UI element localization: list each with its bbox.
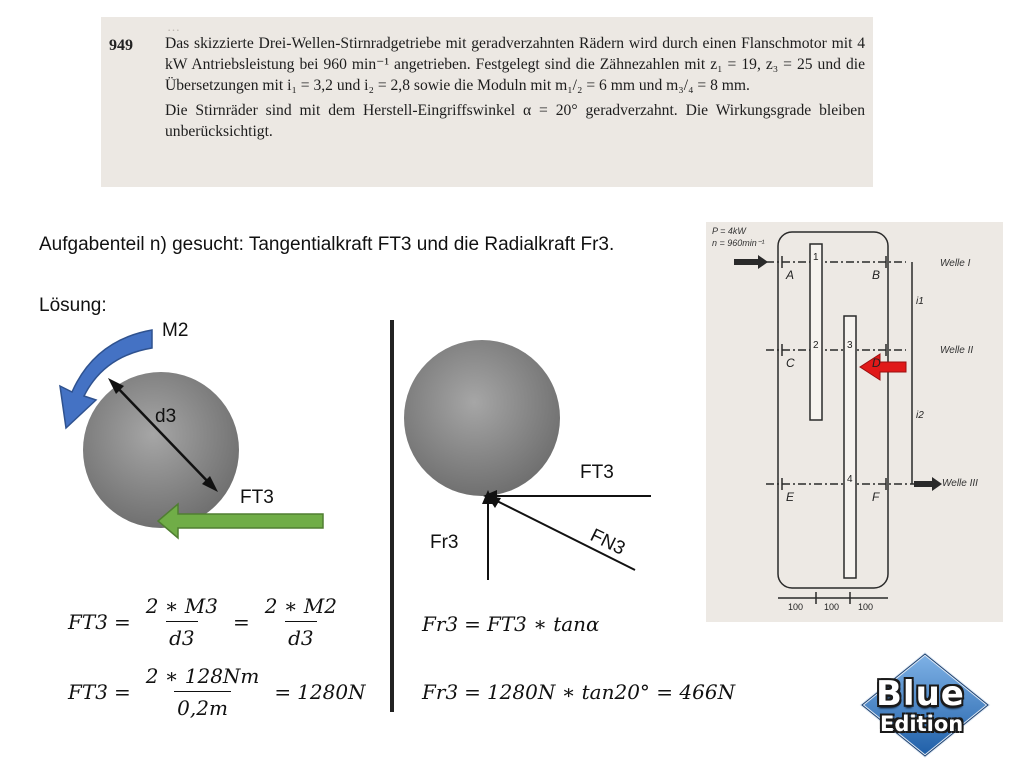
left-gear-sketch: [0, 0, 400, 560]
moment-label: M2: [162, 320, 189, 341]
bearing-b-label: B: [872, 268, 881, 282]
diameter-label: d3: [155, 406, 177, 427]
bearing-c-label: C: [786, 356, 795, 370]
formula-ft3-definition: [68, 594, 346, 650]
scan-bleed-text: …: [167, 19, 180, 34]
fr3-def-lhs: Fr3: [422, 612, 459, 636]
ft3-def-fraction-1: [143, 594, 221, 650]
right-tangential-label: FT3: [580, 462, 614, 483]
formula-fr3-definition: [422, 612, 600, 636]
gearbox-schematic: [706, 222, 1003, 622]
gearbox-schematic-drawing: [706, 222, 1003, 622]
gear-1-2-body: [810, 244, 822, 420]
formula-fr3-calculation: [422, 680, 735, 704]
task-description: Aufgabenteil n) gesucht: Tangentialkraft FT3 und die Radialkraft Fr3.: [39, 234, 615, 255]
vertical-divider: [390, 320, 394, 712]
gear-2-label: 2: [813, 340, 819, 351]
left-force-label: FT3: [240, 487, 274, 508]
equals-sign: =: [113, 610, 131, 634]
gear-1-label: 1: [813, 252, 819, 263]
bearing-d-label: D: [872, 356, 881, 370]
shaft-3-label: Welle III: [942, 478, 978, 489]
ft3-def-num-2: 2 ∗ M2: [264, 594, 337, 618]
gear-3-4-body: [844, 316, 856, 578]
ft3-calc-den: 0,2m: [174, 691, 231, 720]
ratio-1-label: i1: [916, 296, 924, 307]
ft3-calc-fraction: [143, 664, 263, 720]
ft3-def-den-2: d3: [285, 621, 317, 650]
equals-sign: =: [274, 680, 292, 704]
housing-outline: [778, 232, 888, 588]
ft3-def-num-1: 2 ∗ M3: [145, 594, 218, 618]
input-arrow: [734, 255, 768, 269]
gear-3-label: 3: [847, 340, 853, 351]
solution-label: Lösung:: [39, 295, 107, 316]
problem-paragraph-2: Die Stirnräder sind mit dem Herstell-Eingriffswinkel α = 20° geradverzahnt. Die Wirkungsgrade bleiben unberücksichtigt.: [165, 102, 865, 140]
fr3-calc-lhs: Fr3: [422, 680, 459, 704]
speed-label: n = 960min⁻¹: [712, 238, 765, 248]
right-radial-label: Fr3: [430, 532, 459, 553]
logo-line-2: Edition: [880, 712, 964, 736]
bearing-e-label: E: [786, 490, 795, 504]
ft3-def-den-1: d3: [166, 621, 198, 650]
ft3-calc-num: 2 ∗ 128Nm: [145, 664, 260, 688]
ft3-calc-lhs: FT3: [68, 680, 108, 704]
output-arrow: [914, 477, 942, 491]
dim-1-label: 100: [788, 602, 804, 612]
ft3-calc-result: 1280N: [297, 680, 366, 704]
logo-line-1: Blue: [876, 674, 965, 714]
equals-sign: =: [464, 612, 481, 636]
equals-sign: =: [464, 680, 481, 704]
shaft-2-label: Welle II: [940, 345, 974, 356]
bearing-f-label: F: [872, 490, 880, 504]
right-normal-label: FN3: [586, 525, 629, 560]
ft3-def-lhs: FT3: [68, 610, 108, 634]
gear-circle-right: [404, 340, 560, 496]
power-label: P = 4kW: [712, 226, 746, 236]
gear-circle-left: [83, 372, 239, 528]
problem-number: 949: [109, 37, 133, 54]
equals-sign: =: [113, 680, 131, 704]
ratio-2-label: i2: [916, 410, 924, 421]
equals-sign: =: [232, 610, 250, 634]
dim-3-label: 100: [858, 602, 874, 612]
dim-2-label: 100: [824, 602, 840, 612]
problem-paragraph-1: Das skizzierte Drei-Wellen-Stirnradgetriebe mit geradverzahnten Rädern wird durch einen Flanschmotor mit 4 kW Antriebsleistung bei 960 min⁻¹ angetrieben. Festgelegt sind die Zähnezahlen mit z₁ = 19, z₃ = 25 und die Übersetzungen mit i₁ = 3,2 und i₂ = 2,8 sowie die Moduln mit m₁/₂ = 6 mm und m₃/₄ = 8 mm.: [165, 35, 865, 94]
fr3-def-rhs: FT3 ∗ tanα: [486, 612, 600, 636]
blue-edition-logo: [858, 650, 992, 760]
bearing-a-label: A: [786, 268, 795, 282]
formula-ft3-calculation: [68, 664, 366, 720]
shaft-1-label: Welle I: [940, 258, 971, 269]
fr3-calc-rhs: 1280N ∗ tan20° = 466N: [486, 680, 736, 704]
ft3-def-fraction-2: [262, 594, 340, 650]
gear-4-label: 4: [847, 474, 853, 485]
red-pointer-arrow: [860, 354, 906, 380]
